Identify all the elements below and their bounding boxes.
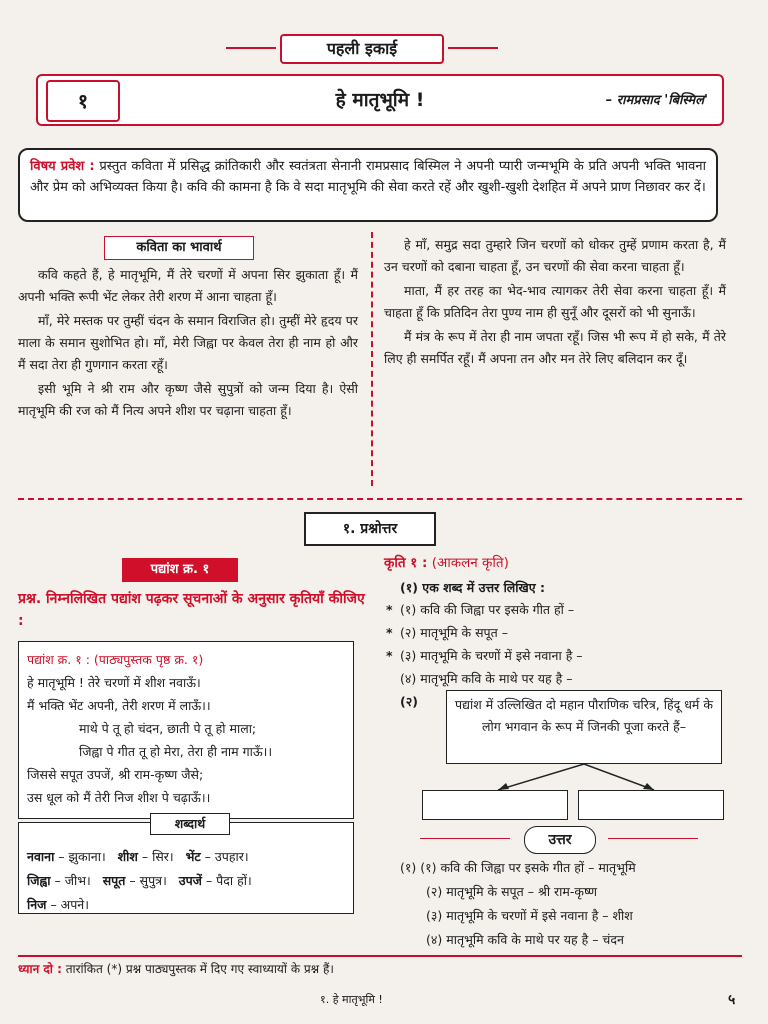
glossary-word: निज	[27, 897, 47, 912]
glossary-meaning: – पैदा हों।	[205, 873, 252, 888]
glossary-meaning: – सिर।	[141, 849, 174, 864]
glossary-heading: शब्दार्थ	[150, 813, 230, 835]
note-text: तारांकित (*) प्रश्न पाठ्यपुस्तक में दिए गए स्वाध्यायों के प्रश्न हैं।	[65, 962, 334, 976]
note-label: ध्यान दो :	[18, 962, 62, 976]
answer-heading: उत्तर	[524, 826, 596, 854]
kriti-heading	[384, 553, 509, 571]
kriti-items	[386, 598, 583, 690]
poem-line: मैं भक्ति भेंट अपनी, तेरी शरण में लाऊँ।।	[27, 698, 211, 713]
answer-lines	[400, 856, 636, 952]
glossary-row	[27, 893, 345, 917]
answer-blank-box-2[interactable]	[578, 790, 724, 820]
answer-line: (४) मातृभूमि कवि के माथे पर यह है – चंदन	[426, 932, 624, 947]
prompt-box: पद्यांश में उल्लिखित दो महान पौराणिक चरित्र, हिंदू धर्म के लोग भगवान के रूप में जिनकी पूजा करते हैं–	[446, 690, 722, 764]
kriti-item-text: (१) कवि की जिह्वा पर इसके गीत हों –	[400, 602, 575, 617]
intro-box	[18, 148, 718, 222]
lesson-title: हे मातृभूमि !	[335, 89, 425, 111]
kriti-question-1: (१) एक शब्द में उत्तर लिखिए :	[400, 580, 546, 595]
bhavarth-paragraph: इसी भूमि ने श्री राम और कृष्ण जैसे सुपुत्रों को जन्म दिया है। ऐसी मातृभूमि की रज को मैं नित्य अपने शीश पर चढ़ाना चाहता हूँ।	[18, 381, 358, 418]
glossary-meaning: – जीभ।	[54, 873, 91, 888]
bhavarth-paragraph: मैं मंत्र के रूप में तेरा ही नाम जपता रहूँ। जिस भी रूप में हो सके, मैं तेरे लिए ही समर्पित रहूँ। मैं अपना तन और मन तेरे लिए बलिदान कर दूँ।	[384, 329, 726, 366]
kriti-question-2: (२)	[400, 694, 418, 709]
qa-heading: १. प्रश्नोत्तर	[304, 512, 436, 546]
decor-line-left	[420, 838, 510, 839]
poem-line: जिह्वा पे गीत तू हो मेरा, तेरा ही नाम गाऊँ।।	[79, 744, 273, 759]
glossary-word: शीश	[117, 849, 138, 864]
kriti-item	[386, 598, 583, 621]
lesson-author: – रामप्रसाद 'बिस्मिल'	[605, 93, 708, 108]
kriti-subtitle: (आकलन कृति)	[431, 555, 509, 571]
page-number: ५	[728, 992, 736, 1008]
poem-line: उस धूल को मैं तेरी निज शीश पे चढ़ाऊँ।।	[27, 790, 211, 805]
kriti-item	[386, 621, 583, 644]
glossary-word: भेंट	[185, 849, 201, 864]
bhavarth-paragraph: माता, मैं हर तरह का भेद-भाव त्यागकर तेरी सेवा करना चाहता हूँ। मैं चाहता हूँ कि प्रतिदिन तेरा पुण्य नाम ही सुनूँ और दूसरों को भी सुनाऊँ।	[384, 283, 726, 320]
page-label: १. हे मातृभूमि !	[320, 993, 383, 1006]
decor-line-right	[608, 838, 698, 839]
glossary-word: सपूत	[102, 873, 126, 888]
glossary-row	[27, 845, 345, 869]
footer-rule	[18, 955, 742, 957]
answer-line: (३) मातृभूमि के चरणों में इसे नवाना है – शीश	[426, 908, 633, 923]
poem-reference: पद्यांश क्र. १ : (पाठ्यपुस्तक पृष्ठ क्र. १)	[27, 652, 204, 667]
glossary-meaning: – सुपुत्र।	[129, 873, 167, 888]
glossary-meaning: – अपने।	[50, 897, 89, 912]
poem-line: जिससे सपूत उपजें, श्री राम-कृष्ण जैसे;	[27, 767, 204, 782]
kriti-title: कृति १ :	[384, 555, 428, 571]
kriti-item	[386, 667, 583, 690]
kriti-item-text: (४) मातृभूमि कवि के माथे पर यह है –	[400, 671, 573, 686]
bhavarth-heading: कविता का भावार्थ	[104, 236, 254, 260]
answer-line: (२) मातृभूमि के सपूत – श्री राम-कृष्ण	[426, 884, 598, 899]
lesson-number: १	[46, 80, 120, 122]
footer-note	[18, 960, 334, 977]
intro-text: प्रस्तुत कविता में प्रसिद्ध क्रांतिकारी और स्वतंत्रता सेनानी रामप्रसाद बिस्मिल ने अपनी प्यारी जन्मभूमि के प्रति अपनी भक्ति भावना और प्रेम को अभिव्यक्त किया है। कवि की कामना है कि वे सदा मातृभूमि की सेवा करते रहें और खुशी-खुशी देशहित में अपने प्राण निछावर कर दें।	[30, 159, 706, 195]
glossary-box	[18, 822, 354, 914]
starred-mark: *	[386, 625, 393, 640]
glossary-row	[27, 869, 345, 893]
answer-blank-box-1[interactable]	[422, 790, 568, 820]
answer-line: (१) (१) कवि की जिह्वा पर इसके गीत हों – मातृभूमि	[400, 860, 636, 875]
bhavarth-paragraph: माँ, मेरे मस्तक पर तुम्हीं चंदन के समान विराजित हो। तुम्हीं मेरे हृदय पर माला के समान सुशोभित हो। माँ, मेरी जिह्वा पर केवल तेरा ही नाम हो और मैं सदा तेरा ही गुणगान करता रहूँ।	[18, 313, 358, 372]
intro-label: विषय प्रवेश :	[30, 159, 95, 174]
poem-line: हे मातृभूमि ! तेरे चरणों में शीश नवाऊँ।	[27, 675, 201, 690]
bhavarth-right-column	[384, 234, 726, 372]
starred-mark: *	[386, 648, 393, 663]
section-divider	[18, 498, 742, 500]
lesson-title-bar	[36, 74, 724, 126]
kriti-item	[386, 644, 583, 667]
starred-mark: *	[386, 602, 393, 617]
glossary-word: उपजें	[178, 873, 202, 888]
bhavarth-paragraph: कवि कहते हैं, हे मातृभूमि, मैं तेरे चरणों में अपना सिर झुकाता हूँ। मैं अपनी भक्ति रूपी भेंट लेकर तेरी शरण में आना चाहता हूँ।	[18, 267, 358, 304]
unit-banner: पहली इकाई	[280, 34, 444, 64]
kriti-item-text: (२) मातृभूमि के सपूत –	[400, 625, 509, 640]
poem-line: माथे पे तू हो चंदन, छाती पे तू हो माला;	[79, 721, 257, 736]
bhavarth-paragraph: हे माँ, समुद्र सदा तुम्हारे जिन चरणों को धोकर तुम्हें प्रणाम करता है, मैं उन चरणों को दबाना चाहता हूँ, उन चरणों की सेवा करना चाहता हूँ।	[384, 237, 726, 274]
glossary-meaning: – झुकाना।	[58, 849, 106, 864]
column-divider	[371, 232, 373, 486]
glossary-word: नवाना	[27, 849, 55, 864]
poem-box	[18, 641, 354, 819]
glossary-word: जिह्वा	[27, 873, 51, 888]
glossary-meaning: – उपहार।	[204, 849, 249, 864]
kriti-item-text: (३) मातृभूमि के चरणों में इसे नवाना है –	[400, 648, 583, 663]
bhavarth-left-column	[18, 264, 358, 424]
padyansh-instruction: प्रश्न. निम्नलिखित पद्यांश पढ़कर सूचनाओं के अनुसार कृतियाँ कीजिए :	[18, 591, 365, 629]
padyansh-tag: पद्यांश क्र. १	[122, 558, 238, 582]
